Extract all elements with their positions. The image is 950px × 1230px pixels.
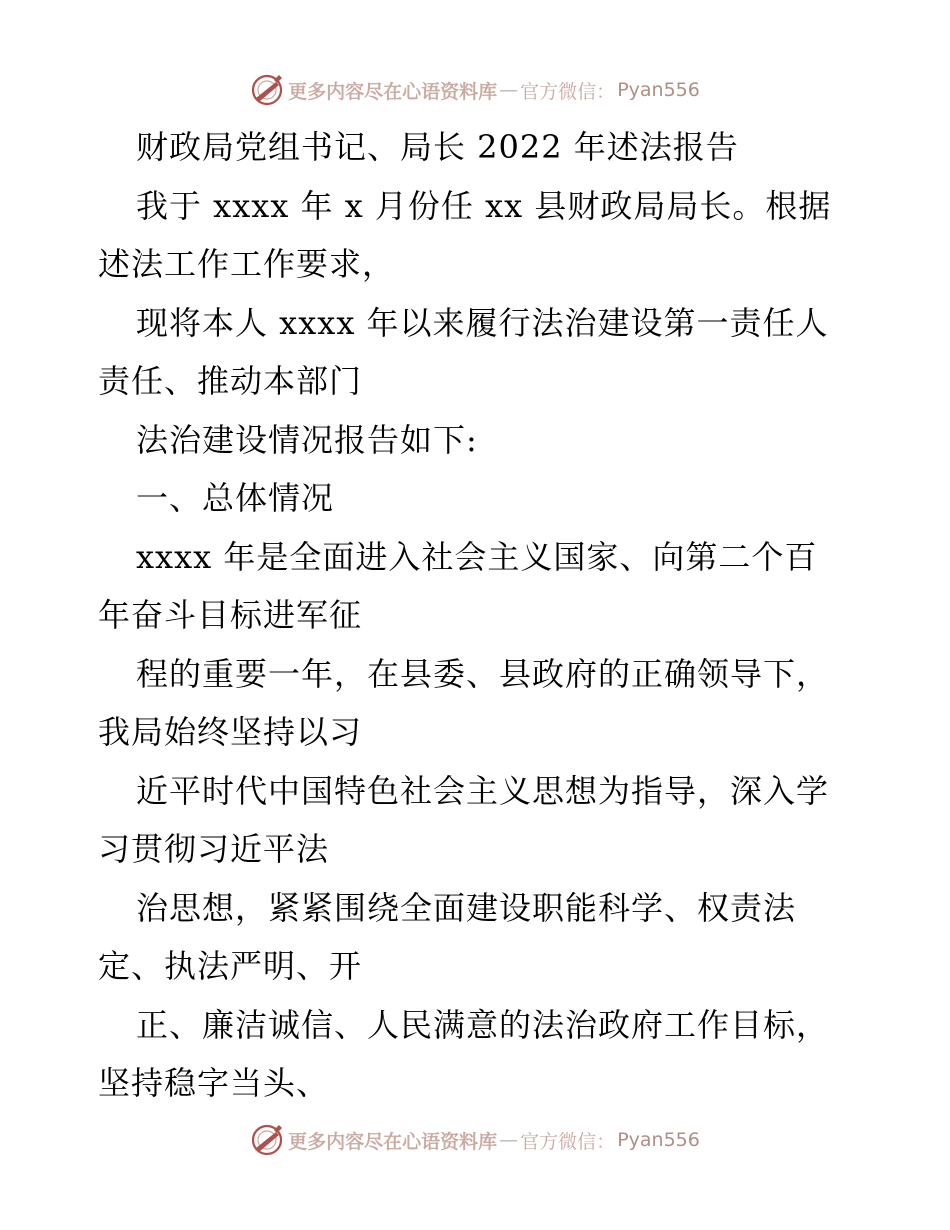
- paragraph-line: 程的重要一年，在县委、县政府的正确领导下，: [136, 654, 830, 693]
- watermark-main-text: 更多内容尽在心语资料库: [288, 1130, 498, 1153]
- watermark-separator: —: [499, 79, 519, 101]
- paragraph-line: 责任、推动本部门: [98, 362, 363, 400]
- paragraph-line: 近平时代中国特色社会主义思想为指导，深入学: [136, 771, 830, 810]
- paragraph-line: 现将本人 xxxx 年以来履行法治建设第一责任人: [136, 303, 829, 342]
- paragraph-line: 我于 xxxx 年 x 月份任 xx 县财政局局长。根据: [136, 186, 832, 225]
- paragraph-line: 法治建设情况报告如下:: [136, 420, 478, 459]
- document-title: 财政局党组书记、局长 2022 年述法报告: [136, 128, 739, 166]
- paragraph-line: xxxx 年是全面进入社会主义国家、向第二个百: [136, 537, 818, 576]
- paragraph-line: 治思想，紧紧围绕全面建设职能科学、权责法: [136, 888, 797, 927]
- watermark-main-text: 更多内容尽在心语资料库: [288, 80, 498, 103]
- paragraph-line: 定、执法严明、开: [98, 947, 363, 985]
- watermark-wechat-label: 官方微信：: [520, 1130, 616, 1153]
- header-watermark: [0, 70, 950, 110]
- document-body: [98, 118, 858, 1113]
- seal-logo-icon: [250, 73, 284, 107]
- paragraph-line: 一、总体情况: [136, 479, 335, 517]
- paragraph-line: 坚持稳字当头、: [98, 1064, 330, 1102]
- watermark-wechat-id: Pyan556: [617, 1129, 700, 1151]
- paragraph-line: 习贯彻习近平法: [98, 830, 330, 868]
- footer-watermark: [0, 1120, 950, 1160]
- watermark-wechat-id: Pyan556: [617, 79, 700, 101]
- watermark-wechat-label: 官方微信：: [520, 80, 616, 103]
- watermark-separator: —: [499, 1129, 519, 1151]
- seal-logo-icon: [250, 1123, 284, 1157]
- paragraph-line: 述法工作工作要求，: [98, 245, 396, 283]
- paragraph-line: 正、廉洁诚信、人民满意的法治政府工作目标，: [136, 1005, 830, 1044]
- paragraph-line: 我局始终坚持以习: [98, 713, 363, 751]
- paragraph-line: 年奋斗目标进军征: [98, 596, 363, 634]
